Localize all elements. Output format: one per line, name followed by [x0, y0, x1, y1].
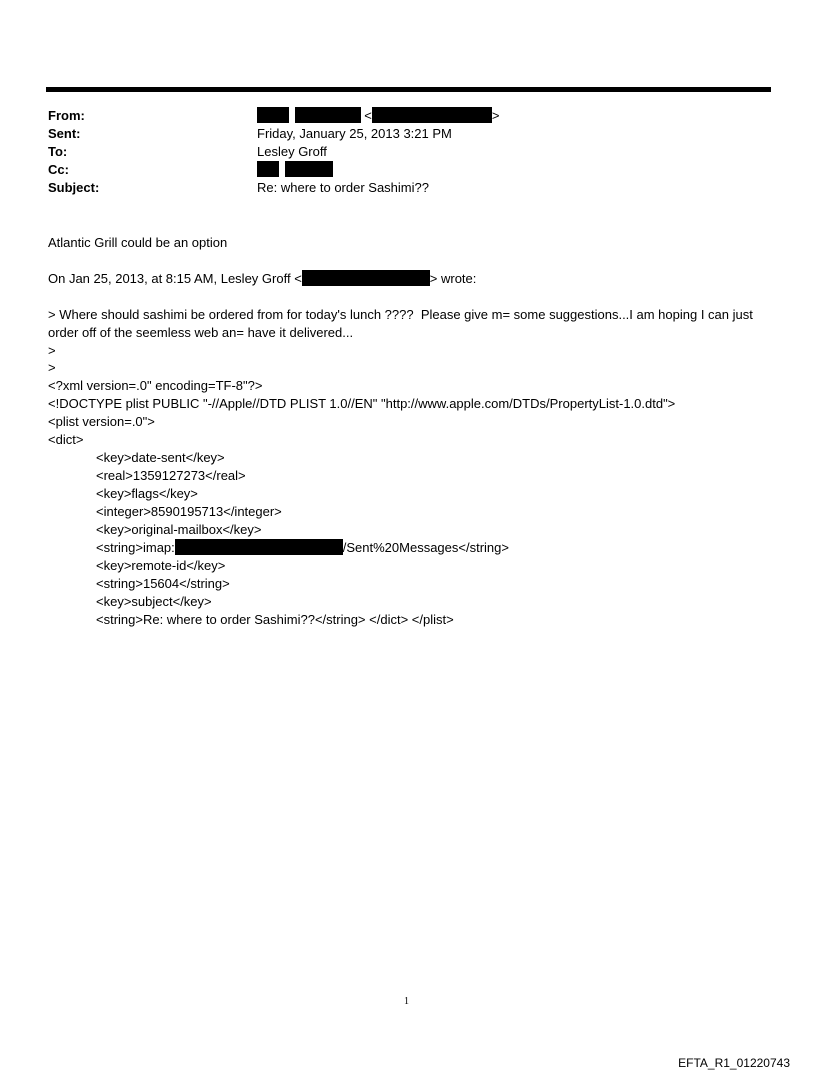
redaction-block	[285, 161, 333, 177]
header-rule	[46, 87, 771, 92]
page-number: 1	[404, 996, 409, 1007]
redaction-block	[175, 539, 343, 555]
xml-line: <integer>8590195713</integer>	[96, 504, 282, 519]
xml-line: <dict>	[48, 432, 84, 447]
xml-imap-post: /Sent%20Messages</string>	[342, 540, 509, 555]
quote-intro-pre: On Jan 25, 2013, at 8:15 AM, Lesley Groff <	[48, 271, 302, 286]
quote-intro	[48, 270, 476, 288]
sent-value: Friday, January 25, 2013 3:21 PM	[257, 126, 452, 141]
redaction-block	[372, 107, 492, 123]
xml-imap-pre: <string>imap:	[96, 540, 175, 555]
reply-text: Atlantic Grill could be an option	[48, 235, 228, 250]
xml-line	[96, 539, 509, 557]
cc-label: Cc:	[48, 162, 69, 177]
cc-value	[257, 161, 333, 179]
xml-line: <key>original-mailbox</key>	[96, 522, 262, 537]
xml-line: <key>subject</key>	[96, 594, 212, 609]
from-value	[257, 107, 499, 125]
to-value: Lesley Groff	[257, 144, 327, 159]
xml-line: <?xml version=.0" encoding=TF-8"?>	[48, 378, 263, 393]
from-lt: <	[364, 108, 372, 123]
subject-value: Re: where to order Sashimi??	[257, 180, 429, 195]
subject-label: Subject:	[48, 180, 100, 195]
xml-line: <string>Re: where to order Sashimi??</string> </dict> </plist>	[96, 612, 454, 627]
sent-label: Sent:	[48, 126, 81, 141]
xml-line: <key>flags</key>	[96, 486, 198, 501]
quote-intro-post: > wrote:	[429, 271, 477, 286]
xml-line: <key>date-sent</key>	[96, 450, 225, 465]
redaction-block	[257, 161, 279, 177]
xml-line: <!DOCTYPE plist PUBLIC "-//Apple//DTD PLIST 1.0//EN" "http://www.apple.com/DTDs/PropertyList-1.0.dtd">	[48, 396, 676, 411]
redaction-block	[295, 107, 361, 123]
from-label: From:	[48, 108, 85, 123]
quote-line: >	[48, 343, 56, 358]
xml-line: <string>15604</string>	[96, 576, 230, 591]
xml-line: <key>remote-id</key>	[96, 558, 226, 573]
redaction-block	[302, 270, 430, 286]
redaction-block	[257, 107, 289, 123]
bates-number: EFTA_R1_01220743	[678, 1056, 790, 1070]
quote-line: > Where should sashimi be ordered from for today's lunch ???? Please give m= some suggestions...I am hoping I can just	[48, 307, 753, 322]
xml-line: <plist version=.0">	[48, 414, 155, 429]
xml-line: <real>1359127273</real>	[96, 468, 246, 483]
from-gt: >	[491, 108, 500, 123]
quote-line: order off of the seemless web an= have it delivered...	[48, 325, 354, 340]
to-label: To:	[48, 144, 68, 159]
quote-line: >	[48, 360, 56, 375]
